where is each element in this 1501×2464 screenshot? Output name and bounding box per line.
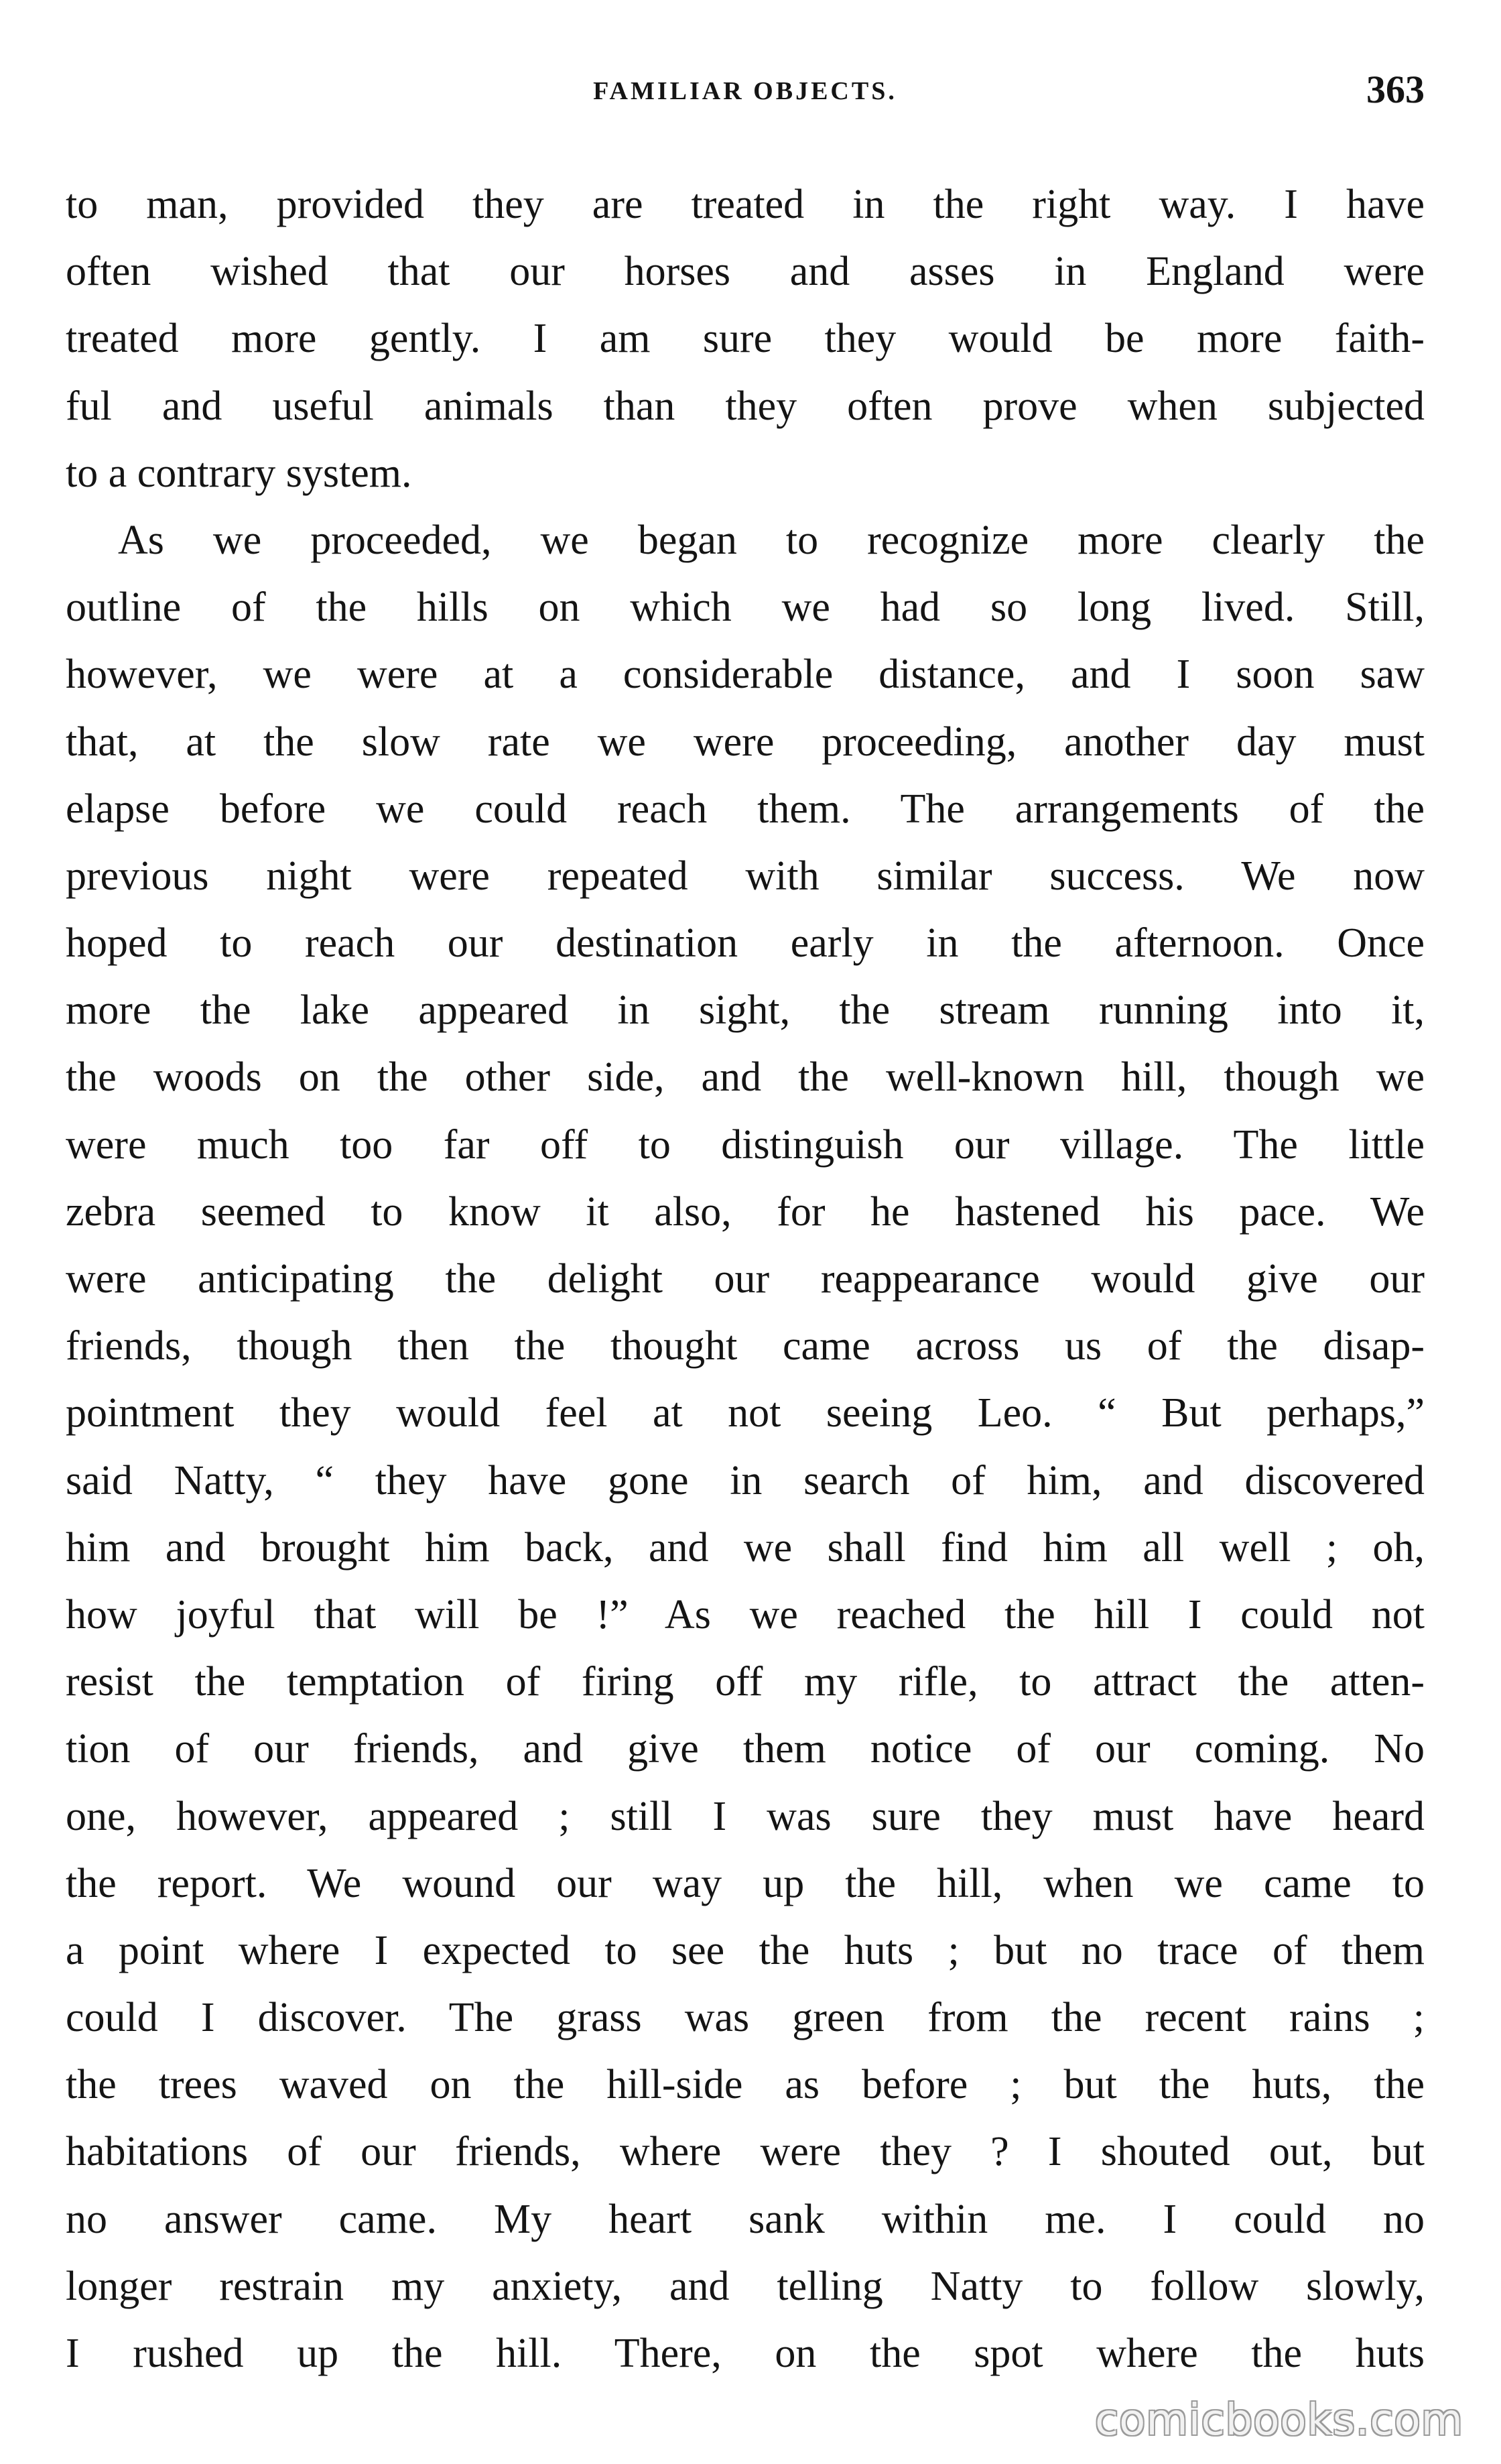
text-line: longer restrain my anxiety, and telling Natty to follow slowly, [66,2263,1425,2309]
body-text [66,171,1425,2387]
text-line: habitations of our friends, where were they ? I shouted out, but [66,2129,1425,2175]
text-line: could I discover. The grass was green from the recent rains ; [66,1995,1425,2041]
running-title: FAMILIAR OBJECTS. [593,77,897,105]
text-line: treated more gently. I am sure they would be more faith- [66,316,1425,362]
text-line: to a contrary system. [66,450,412,496]
text-line: a point where I expected to see the huts ; but no trace of them [66,1927,1425,1973]
text-line: the trees waved on the hill-side as before ; but the huts, the [66,2062,1425,2108]
text-line: elapse before we could reach them. The arrangements of the [66,786,1425,832]
page-number: 363 [1366,68,1425,111]
text-line: outline of the hills on which we had so long lived. Still, [66,584,1425,631]
watermark: comicbooks.com [1094,2396,1463,2445]
text-line: said Natty, “ they have gone in search of him, and discovered [66,1457,1425,1503]
text-line: however, we were at a considerable distance, and I soon saw [66,652,1425,698]
running-head [66,67,1425,121]
text-line: to man, provided they are treated in the right way. I have [66,182,1425,227]
text-line: more the lake appeared in sight, the stream running into it, [66,987,1425,1034]
text-line: friends, though then the thought came across us of the disap- [66,1323,1425,1369]
text-line: were anticipating the delight our reappearance would give our [66,1256,1425,1302]
text-line: ful and useful animals than they often prove when subjected [66,383,1425,429]
text-line: resist the temptation of firing off my rifle, to attract the atten- [66,1659,1425,1705]
text-line: pointment they would feel at not seeing Leo. “ But perhaps,” [66,1390,1425,1436]
text-line: tion of our friends, and give them notice of our coming. No [66,1726,1425,1772]
text-line: the report. We wound our way up the hill, when we came to [66,1860,1425,1906]
text-line: the woods on the other side, and the well-known hill, though we [66,1054,1425,1101]
text-line: no answer came. My heart sank within me. I could no [66,2196,1425,2242]
text-line: hoped to reach our destination early in the afternoon. Once [66,920,1425,967]
text-line: that, at the slow rate we were proceeding, another day must [66,719,1425,765]
text-line: As we proceeded, we began to recognize more clearly the [118,517,1425,563]
text-line: him and brought him back, and we shall find him all well ; oh, [66,1524,1425,1570]
text-line: I rushed up the hill. There, on the spot where the huts [66,2331,1425,2376]
text-line: how joyful that will be !” As we reached the hill I could not [66,1591,1425,1638]
text-line: zebra seemed to know it also, for he hastened his pace. We [66,1188,1425,1235]
text-line: often wished that our horses and asses in England were [66,249,1425,295]
text-line: one, however, appeared ; still I was sure they must have heard [66,1793,1425,1839]
text-line: were much too far off to distinguish our village. The little [66,1121,1425,1168]
text-line: previous night were repeated with similar success. We now [66,853,1425,899]
